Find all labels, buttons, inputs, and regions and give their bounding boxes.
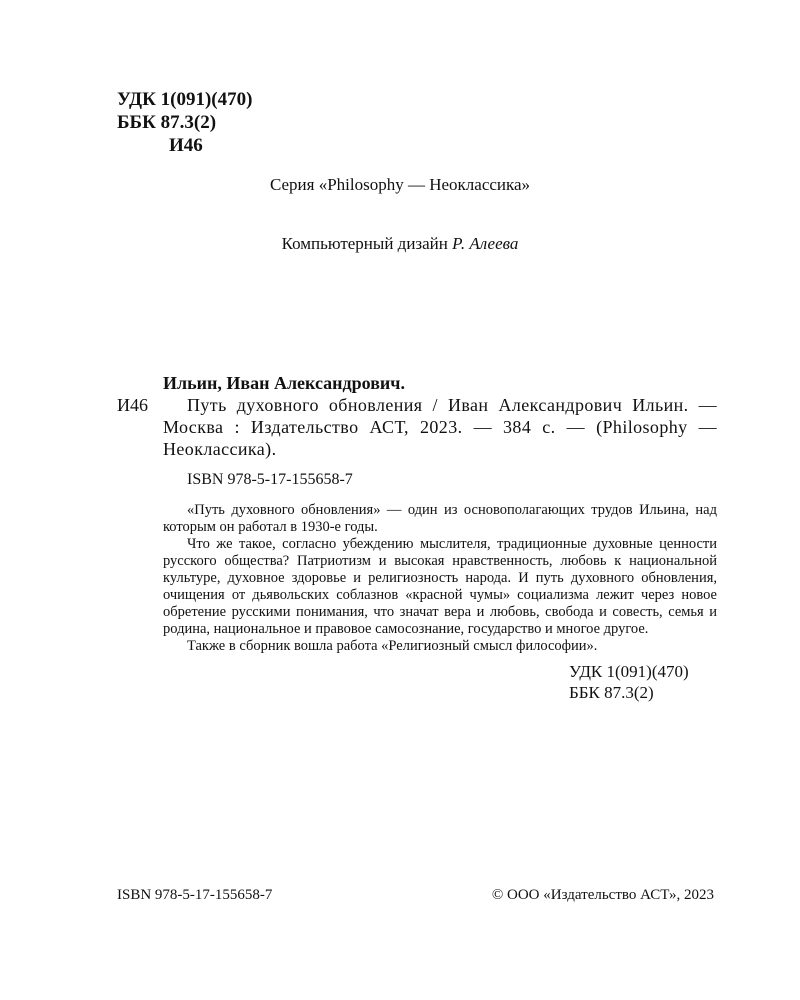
udk-code: УДК 1(091)(470) [117,89,253,110]
catalog-card [117,372,717,703]
footer-isbn: ISBN 978-5-17-155658-7 [117,887,273,903]
catalog-codes [117,661,717,703]
annotation-paragraph: «Путь духовного обновления» — один из основополагающих трудов Ильина, над которым он работал в 1930-е годы. [163,502,717,535]
annotation-paragraph: Что же такое, согласно убеждению мыслителя, традиционные духовные ценности русского общества? Патриотизм и высокая нравственность, любовь к национальной культуре, духовное здоровье и религиозность народа. И путь духовного обновления, очищения от дьявольских соблазнов «красной чумы» социализма лежит через новое обретение русскими понимания, что значат вера и любовь, свобода и совесть, семья и родина, национальное и правовое самосознание, государство и многое другое. [163,536,717,637]
catalog-entry [117,394,717,460]
catalog-description: Путь духовного обновления / Иван Александрович Ильин. — Москва : Издательство АСТ, 2023. — 384 с. — (Philosophy — Неоклассика). [163,395,717,459]
bbk-code: ББК 87.3(2) [117,112,217,133]
design-label: Компьютерный дизайн [281,234,448,253]
author-sign: И46 [169,135,203,156]
series-line: Серия «Philosophy — Неоклассика» [269,175,531,194]
catalog-udk: УДК 1(091)(470) [569,662,689,681]
annotation-paragraph: Также в сборник вошла работа «Религиозный смысл философии». [187,638,598,654]
design-credit [0,233,800,255]
annotation [163,502,717,655]
catalog-sign: И46 [117,395,148,415]
catalog-author: Ильин, Иван Александрович. [163,373,405,393]
designer-name: Р. Алеева [452,234,519,253]
classification-codes [117,88,252,157]
catalog-bbk: ББК 87.3(2) [569,683,654,702]
catalog-isbn: ISBN 978-5-17-155658-7 [187,471,353,488]
footer-copyright: © ООО «Издательство АСТ», 2023 [491,887,714,903]
